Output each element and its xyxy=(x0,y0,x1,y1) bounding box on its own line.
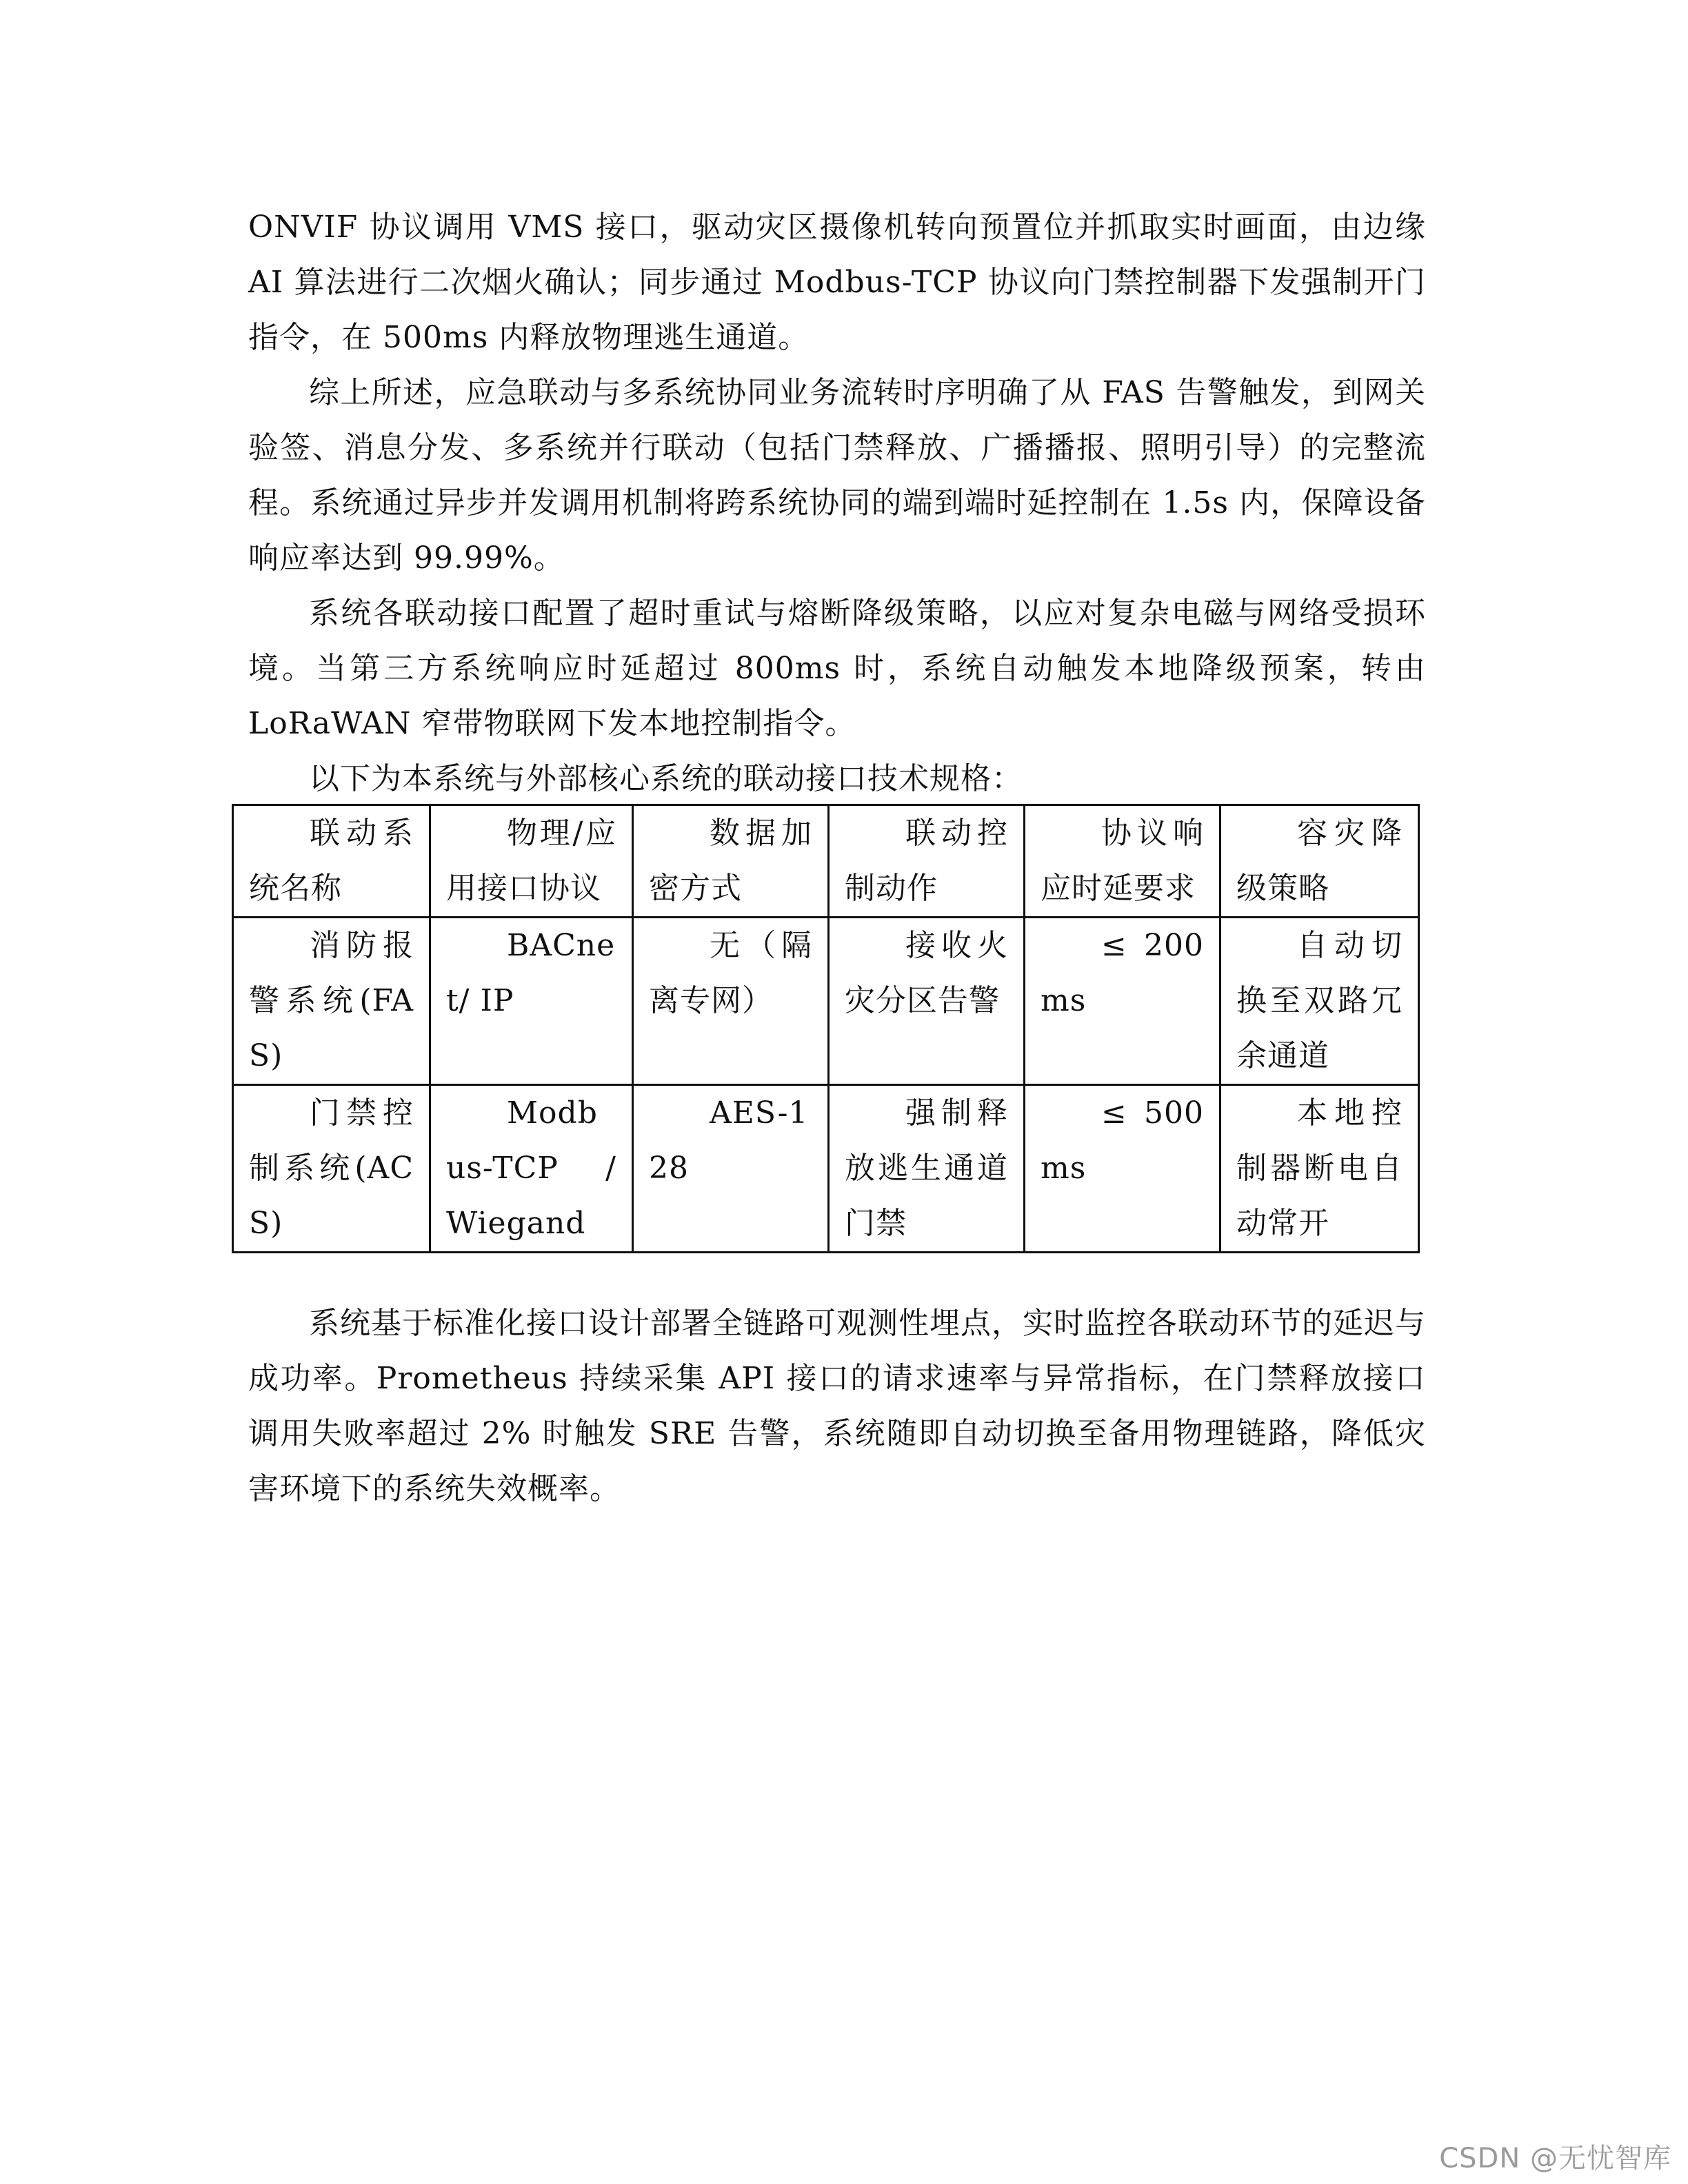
paragraph-onvif: ONVIF 协议调用 VMS 接口，驱动灾区摄像机转向预置位并抓取实时画面，由边缘 AI 算法进行二次烟火确认；同步通过 Modbus-TCP 协议向门禁控制器下发强制开门指令，在 500ms 内释放物理逃生通道。 xyxy=(248,210,1426,355)
header-cell: 联动控制动作 xyxy=(829,805,1025,918)
table-header-row xyxy=(233,805,1419,918)
paragraph-observability: 系统基于标准化接口设计部署全链路可观测性埋点，实时监控各联动环节的延迟与成功率。Prometheus 持续采集 API 接口的请求速率与异常指标，在门禁释放接口调用失败率超过 2% 时触发 SRE 告警，系统随即自动切换至备用物理链路，降低灾害环境下的系统失效概率。 xyxy=(248,1306,1426,1506)
table-cell: 接收火灾分区告警 xyxy=(829,918,1025,1085)
table-cell: 强制释放逃生通道门禁 xyxy=(829,1085,1025,1253)
body-text-top xyxy=(248,200,1426,751)
table-cell: ≤ 200ms xyxy=(1025,918,1220,1085)
table-cell: 自动切换至双路冗余通道 xyxy=(1220,918,1419,1085)
table-cell: AES-128 xyxy=(633,1085,829,1253)
header-cell: 数据加密方式 xyxy=(633,805,829,918)
table-row xyxy=(233,918,1419,1085)
table-cell: 门禁控制系统(ACS) xyxy=(233,1085,430,1253)
header-cell: 协议响应时延要求 xyxy=(1025,805,1220,918)
header-cell: 联动系统名称 xyxy=(233,805,430,918)
table-cell: Modbus-TCP / Wiegand xyxy=(430,1085,633,1253)
header-cell: 容灾降级策略 xyxy=(1220,805,1419,918)
table-cell: 无（隔离专网） xyxy=(633,918,829,1085)
paragraph-degrade-strategy: 系统各联动接口配置了超时重试与熔断降级策略，以应对复杂电磁与网络受损环境。当第三方系统响应时延超过 800ms 时，系统自动触发本地降级预案，转由 LoRaWAN 窄带物联网下发本地控制指令。 xyxy=(248,596,1426,741)
table-cell: 消防报警系统(FAS) xyxy=(233,918,430,1085)
table-cell: 本地控制器断电自动常开 xyxy=(1220,1085,1419,1253)
table-intro: 以下为本系统与外部核心系统的联动接口技术规格： xyxy=(309,761,1023,796)
body-text-bottom xyxy=(248,1296,1426,1517)
watermark: CSDN @无忧智库 xyxy=(1439,2143,1671,2174)
table-cell: BACnet/ IP xyxy=(430,918,633,1085)
table-cell: ≤ 500ms xyxy=(1025,1085,1220,1253)
interface-spec-table xyxy=(232,804,1420,1253)
table-row xyxy=(233,1085,1419,1253)
paragraph-summary: 综上所述，应急联动与多系统协同业务流转时序明确了从 FAS 告警触发，到网关验签、消息分发、多系统并行联动（包括门禁释放、广播播报、照明引导）的完整流程。系统通过异步并发调用机制将跨系统协同的端到端时延控制在 1.5s 内，保障设备响应率达到 99.99%。 xyxy=(248,375,1426,576)
header-cell: 物理/应用接口协议 xyxy=(430,805,633,918)
